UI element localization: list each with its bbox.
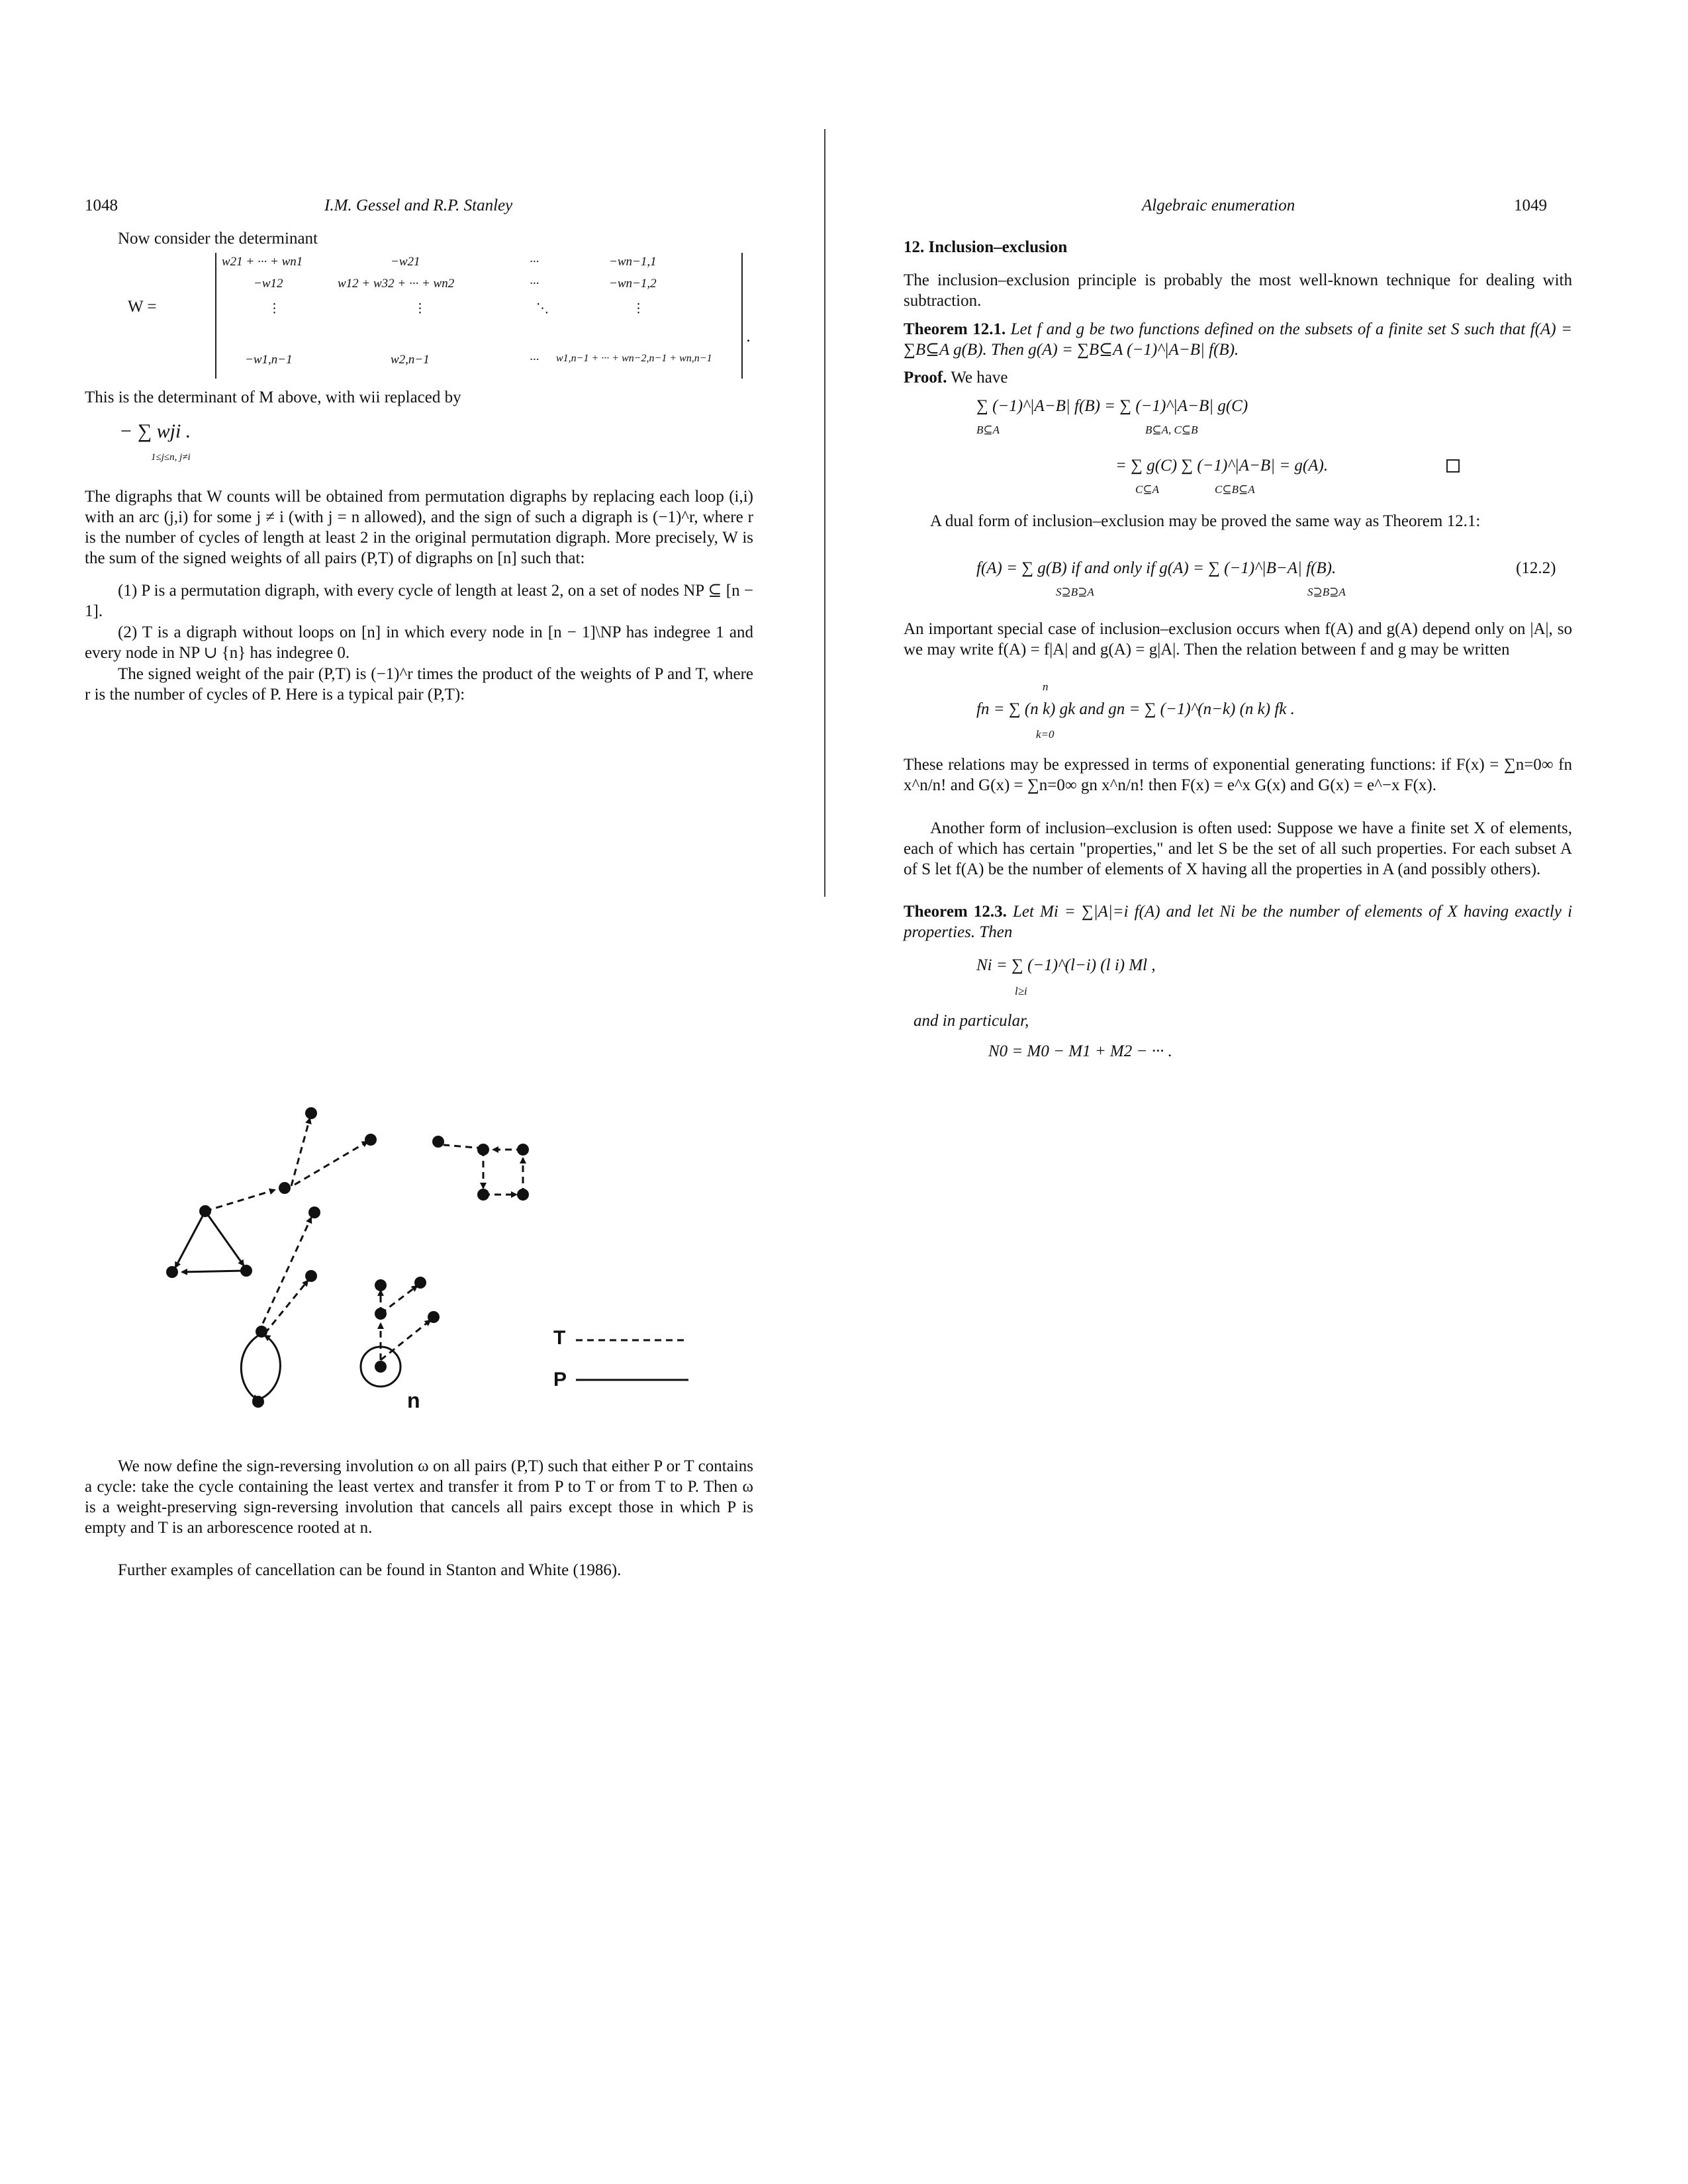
egf-text: These relations may be expressed in terms of exponential generating functions: if F(x) = ∑n=0∞ fn x^n/n! and G(x) = ∑n=0∞ gn x^n/n! then F(x) = e^x G(x) and G(x) = e^−x F(x). xyxy=(904,756,1572,794)
condition-2: (2) T is a digraph without loops on [n] in which every node in [n − 1]\NP has indegree 1 and every node in NP ∪ {n} has indegree 0. xyxy=(85,623,753,662)
dual-form-text: A dual form of inclusion–exclusion may be proved the same way as Theorem 12.1: xyxy=(930,512,1481,530)
another-form-text: Another form of inclusion–exclusion is often used: Suppose we have a finite set X of elements, each of which has certain "properties," and let S be the set of all such properties. For each subset A of S let f(A) be the number of elements of X having all the properties in A (and possibly others). xyxy=(904,819,1572,878)
m-r4-c2: w2,n−1 xyxy=(391,353,430,367)
t-edge xyxy=(381,1320,430,1360)
n0-equation: N0 = M0 − M1 + M2 − ··· . xyxy=(988,1042,1172,1060)
m-r3-c2: ⋮ xyxy=(414,302,426,316)
theorem-12-3-label: Theorem 12.3. xyxy=(904,903,1007,921)
eq-12-2-sub1: S⊇B⊇A xyxy=(1056,586,1094,598)
binom-sup: n xyxy=(1043,680,1049,693)
node xyxy=(305,1270,317,1282)
intro-text: Now consider the determinant xyxy=(118,230,318,248)
proof-text: We have xyxy=(951,369,1008,387)
node xyxy=(432,1136,444,1148)
m-r2-c1: −w12 xyxy=(254,277,283,291)
m-r3-c1: ⋮ xyxy=(268,302,281,316)
node xyxy=(477,1189,489,1201)
t-edge xyxy=(381,1286,417,1314)
t-edge xyxy=(265,1281,308,1334)
para-digraphs: The digraphs that W counts will be obtained from permutation digraphs by replacing each loop (i,i) with an arc (j,i) for some j ≠ i (with j = n allowed), and the sign of such a digraph is (−1)^r, where r is the number of cycles of length at least 2 in the original permutation digraph. More precisely, W is the sum of the signed weights of all pairs (P,T) of digraphs on [n] such that: xyxy=(85,488,753,567)
para-signed-weight: The signed weight of the pair (P,T) is (−1)^r times the product of the weights of P and T, where r is the number of cycles of P. Here is a typical pair (P,T): xyxy=(85,665,753,704)
m-r4-c1: −w1,n−1 xyxy=(245,353,293,367)
binomial-relations: fn = ∑ (n k) gk and gn = ∑ (−1)^(n−k) (n k) fk . xyxy=(976,700,1295,718)
proof-eq1: ∑ (−1)^|A−B| f(B) = ∑ (−1)^|A−B| g(C) xyxy=(976,397,1248,415)
node xyxy=(414,1277,426,1289)
p-edge xyxy=(182,1271,245,1272)
node xyxy=(305,1107,317,1119)
m-r1-c1: w21 + ··· + wn1 xyxy=(222,255,303,269)
theorem-12-1-label: Theorem 12.1. xyxy=(904,320,1006,338)
node xyxy=(477,1144,489,1156)
binom-sub: k=0 xyxy=(1036,728,1055,741)
node xyxy=(365,1134,377,1146)
p-edge xyxy=(258,1336,280,1400)
sum-expression: − ∑ wji . xyxy=(119,420,191,442)
proof-label: Proof. xyxy=(904,369,947,387)
theorem-12-3 xyxy=(904,901,1572,942)
eq-12-2-sub2: S⊇B⊇A xyxy=(1307,586,1346,598)
node xyxy=(375,1279,387,1291)
m-r3-c3: ⋱ xyxy=(536,302,549,316)
para-involution: We now define the sign-reversing involution ω on all pairs (P,T) such that either P or T contains a cycle: take the cycle containing the least vertex and transfer it from P to T or from T to P. Then ω is a weight-preserving sign-reversing involution that cancels all pairs except those in which P is empty and T is an arborescence rooted at n. xyxy=(85,1457,753,1537)
node xyxy=(517,1144,529,1156)
p-edge xyxy=(241,1334,261,1400)
ni-sub: l≥i xyxy=(1015,985,1027,997)
m-r2-c3: ··· xyxy=(530,277,539,291)
node xyxy=(256,1326,267,1338)
t-edge xyxy=(258,1218,311,1334)
legend-p-label: P xyxy=(553,1369,567,1390)
node xyxy=(252,1396,264,1408)
t-edge xyxy=(291,1118,310,1186)
node xyxy=(199,1205,211,1217)
digraph-figure xyxy=(152,1099,722,1416)
root-node xyxy=(375,1361,387,1373)
m-r1-c4: −wn−1,1 xyxy=(609,255,657,269)
eq-12-2-tag: (12.2) xyxy=(1516,559,1556,577)
t-edge xyxy=(295,1142,367,1185)
matrix-left-bar xyxy=(215,253,216,379)
proof-eq1-sub1: B⊆A xyxy=(976,424,1000,436)
t-edge xyxy=(205,1190,275,1211)
node xyxy=(240,1265,252,1277)
m-r2-c2: w12 + w32 + ··· + wn2 xyxy=(338,277,455,291)
node xyxy=(279,1182,291,1194)
proof-eq2: = ∑ g(C) ∑ (−1)^|A−B| = g(A). xyxy=(1115,457,1329,475)
node xyxy=(375,1308,387,1320)
theorem-12-1 xyxy=(904,319,1572,360)
m-r1-c3: ··· xyxy=(530,255,539,269)
left-running-head: I.M. Gessel and R.P. Stanley xyxy=(324,197,513,214)
proof xyxy=(904,367,1008,388)
node xyxy=(428,1311,440,1323)
m-r1-c2: −w21 xyxy=(391,255,420,269)
node xyxy=(517,1189,529,1201)
in-particular: and in particular, xyxy=(914,1012,1029,1030)
para-further-examples: Further examples of cancellation can be found in Stanton and White (1986). xyxy=(118,1561,622,1579)
section-heading: 12. Inclusion–exclusion xyxy=(904,238,1068,256)
p-edge xyxy=(175,1211,205,1267)
right-running-head: Algebraic enumeration xyxy=(1142,197,1295,214)
eq-12-2: f(A) = ∑ g(B) if and only if g(A) = ∑ (−1)^|B−A| f(B). xyxy=(976,559,1336,577)
sum-subscript: 1≤j≤n, j≠i xyxy=(151,452,191,463)
matrix-label: W = xyxy=(128,298,157,316)
m-r4-c4: w1,n−1 + ··· + wn−2,n−1 + wn,n−1 xyxy=(556,353,712,364)
m-r3-c4: ⋮ xyxy=(632,302,645,316)
condition-1: (1) P is a permutation digraph, with every cycle of length at least 2, on a set of nodes NP ⊆ [n − 1]. xyxy=(85,582,753,620)
matrix-period: . xyxy=(747,328,751,345)
qed-box xyxy=(1446,459,1460,473)
left-page-number: 1048 xyxy=(85,197,118,214)
right-page xyxy=(844,0,1688,2184)
theorem-12-1-text: Let f and g be two functions defined on the subsets of a finite set S such that f(A) = ∑B⊆A g(B). Then g(A) = ∑B⊆A (−1)^|A−B| f(B). xyxy=(904,320,1572,359)
right-page-number: 1049 xyxy=(1514,197,1547,214)
legend-t-label: T xyxy=(553,1327,566,1349)
root-label-n: n xyxy=(407,1388,420,1412)
node xyxy=(166,1266,178,1278)
p-edge xyxy=(205,1211,244,1265)
proof-eq1-sub2: B⊆A, C⊆B xyxy=(1145,424,1198,436)
special-case-text: An important special case of inclusion–exclusion occurs when f(A) and g(A) depend only on |A|, so we may write f(A) = f|A| and g(A) = g|A|. Then the relation between f and g may be written xyxy=(904,620,1572,659)
m-r4-c3: ··· xyxy=(530,353,539,367)
ie-intro: The inclusion–exclusion principle is probably the most well-known technique for dealing with subtraction. xyxy=(904,271,1572,310)
node xyxy=(308,1206,320,1218)
proof-eq2-sub2: C⊆B⊆A xyxy=(1215,483,1255,496)
proof-eq2-sub1: C⊆A xyxy=(1135,483,1159,496)
theorem-12-3-text: Let Mi = ∑|A|=i f(A) and let Ni be the number of elements of X having exactly i properties. Then xyxy=(904,903,1573,941)
m-r2-c4: −wn−1,2 xyxy=(609,277,657,291)
matrix-right-bar xyxy=(741,253,743,379)
ni-equation: Ni = ∑ (−1)^(l−i) (l i) Ml , xyxy=(976,956,1156,974)
t-edge xyxy=(444,1145,483,1148)
after-matrix-text: This is the determinant of M above, with wii replaced by xyxy=(85,388,461,406)
